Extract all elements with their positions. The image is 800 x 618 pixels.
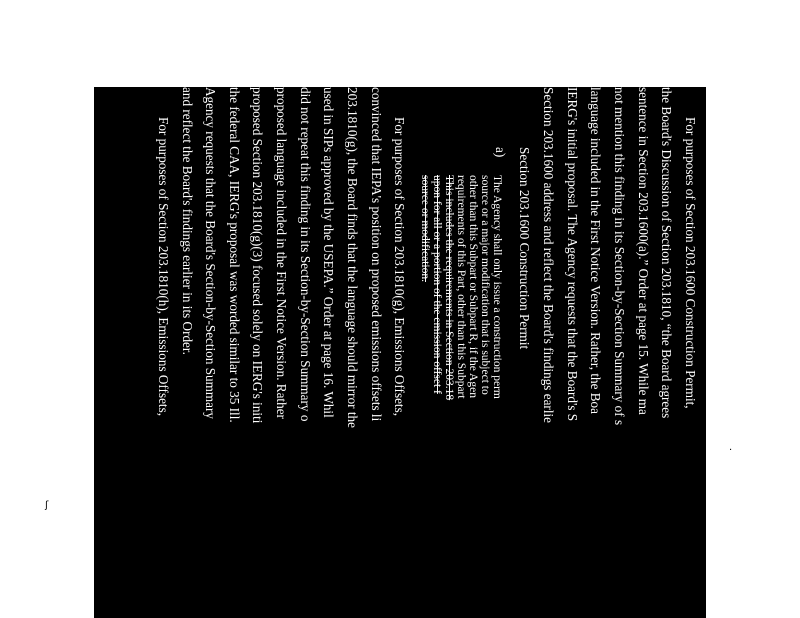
paragraph-3-line-1: For purposes of Section 203.1810(h), Emissions Offsets, — [156, 117, 171, 417]
scan-speck-left: ʃ — [45, 500, 49, 511]
paragraph-1-line-1: For purposes of Section 203.1600 Construction Permit, — [683, 117, 698, 409]
paragraph-2-line-3: 203.1810(g), the Board finds that the language should mirror the — [345, 87, 360, 428]
paragraph-1-line-4: not mention this finding in its Section-by-Section Summary of s — [612, 87, 627, 426]
paragraph-2-line-7: proposed Section 203.1810(g)(3) focused solely on IERG's initi — [250, 87, 265, 424]
paragraph-1-line-6: IERG's initial proposal. The Agency requests that the Board's S — [565, 87, 580, 422]
paragraph-2-line-4: used in SIPs approved by the USEPA.” Order at page 16. Whil — [321, 87, 336, 418]
scan-speck-right: · — [729, 445, 733, 456]
quote-line-5-struck: This includes the requirements in Section 203.18 — [443, 175, 455, 401]
paragraph-2-line-6: proposed language included in the First Notice Version. Rather — [274, 87, 289, 419]
quote-line-4: requirements of this Part, other than this Subpart — [455, 175, 467, 399]
paragraph-1-line-3: sentence in Section 203.1600(a).” Order at page 15. While ma — [636, 87, 651, 415]
subsection-label: a) — [493, 147, 508, 158]
quote-line-7-struck: source or modification. — [419, 175, 431, 282]
quote-line-6-struck: upon for all or a portion of the emission offset f — [431, 175, 443, 394]
paragraph-2-line-8: the federal CAA, IERG's proposal was worded similar to 35 Ill. — [227, 87, 242, 423]
quote-line-3: other than this Subpart or Subpart R, if the Agen — [467, 175, 479, 398]
paragraph-1-line-7: Section 203.1600 address and reflect the Board's findings earlie — [541, 87, 556, 423]
paragraph-1-line-5: language included in the First Notice Version. Rather, the Boa — [588, 87, 603, 415]
quote-line-2: source or a major modification that is subject to — [479, 175, 491, 395]
paragraph-2-line-1: For purposes of Section 203.1810(g), Emissions Offsets, — [392, 117, 407, 417]
paragraph-2-line-10: and reflect the Board's findings earlier in its Order. — [180, 87, 195, 355]
paragraph-1-line-2: the Board's Discussion of Section 203.1810, “the Board agrees — [659, 87, 674, 419]
paragraph-2-line-2: convinced that IEPA's position on proposed emissions offsets li — [369, 87, 384, 422]
quote-line-1: The Agency shall only issue a construction perm — [491, 175, 503, 399]
paragraph-2-line-5: did not repeat this finding in its Section-by-Section Summary o — [298, 87, 313, 422]
section-heading: Section 203.1600 Construction Permit — [517, 147, 532, 350]
scanned-document-image — [94, 87, 706, 618]
paragraph-2-line-9: Agency requests that the Board's Section-by-Section Summary — [203, 87, 218, 419]
rotated-document-text — [94, 87, 706, 618]
